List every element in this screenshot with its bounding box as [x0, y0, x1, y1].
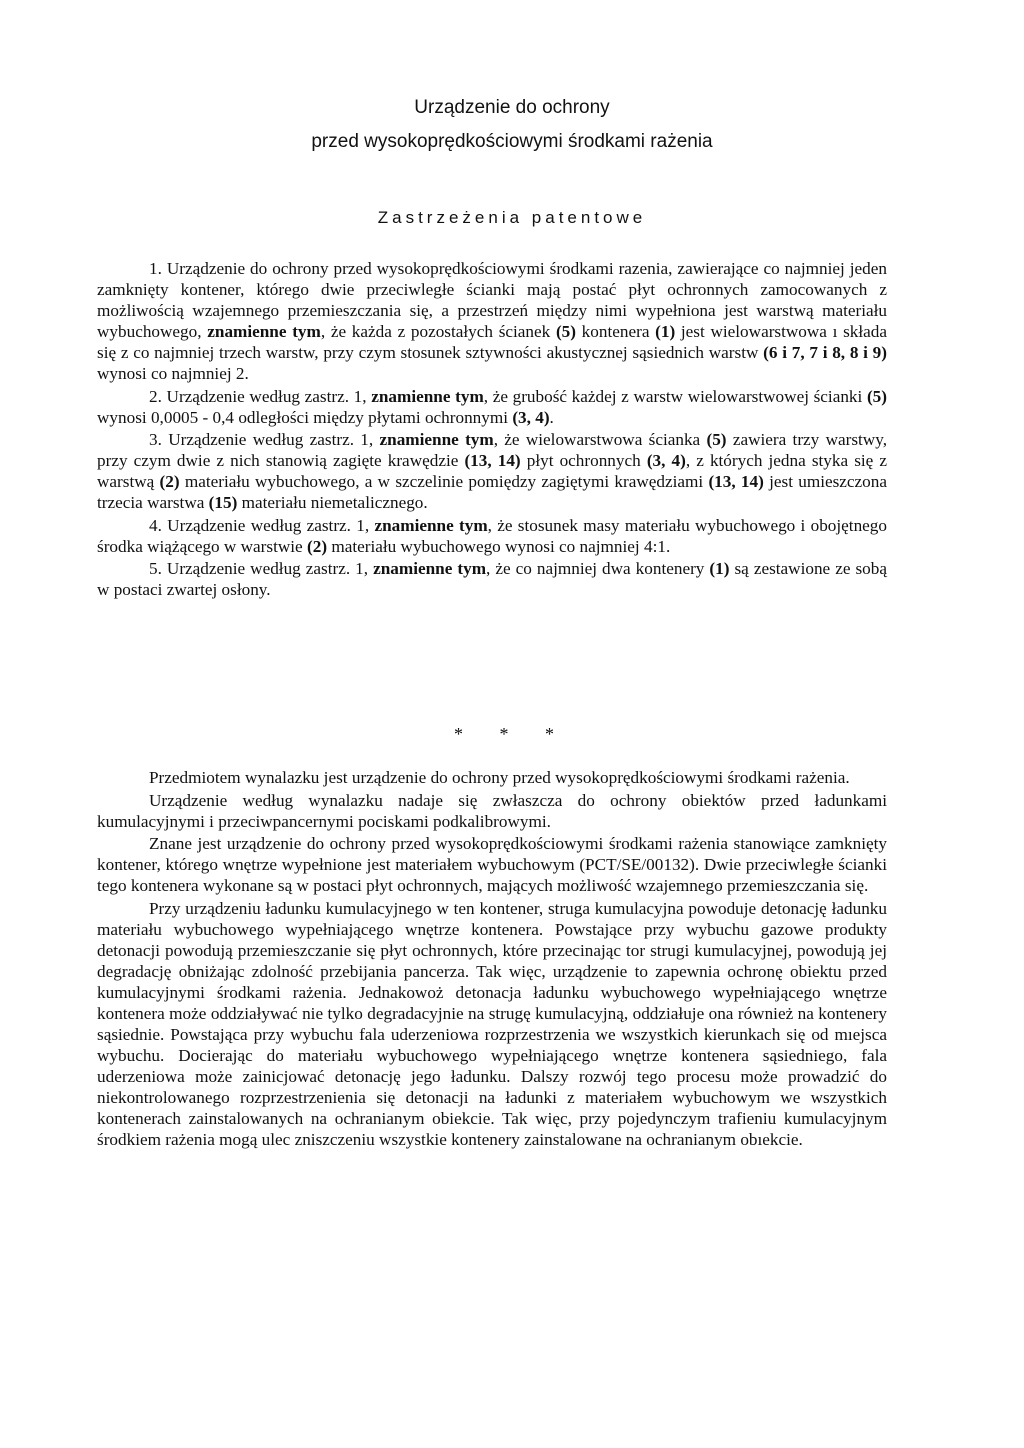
section-separator: * * *	[454, 724, 570, 744]
description-body	[97, 767, 887, 1150]
description-paragraph: Przedmiotem wynalazku jest urządzenie do ochrony przed wysokoprędkościowymi środkami rażenia.	[149, 768, 850, 787]
description-paragraph: Znane jest urządzenie do ochrony przed wysokoprędkościowymi środkami rażenia stanowiące zamknięty kontener, którego wnętrze wypełnione jest materiałem wybuchowym (PCT/SE/00132). Dwie przeciwległe ścianki tego kontenera wykonane są w postaci płyt ochronnych, mających możliwość wzajemnego przemieszczania się.	[97, 834, 887, 895]
document-subtitle: przed wysokoprędkościowymi środkami rażenia	[311, 131, 713, 152]
claims-heading: Zastrzeżenia patentowe	[377, 208, 647, 227]
claim-3: 3. Urządzenie według zastrz. 1, znamienne tym, że wielowarstwowa ścianka (5) zawiera trzy warstwy, przy czym dwie z nich stanowią zagięte krawędzie (13, 14) płyt ochronnych (3, 4), z których jedna styka się z warstwą (2) materiału wybuchowego, a w szczelinie pomiędzy zagiętymi krawędziami (13, 14) jest umieszczona trzecia warstwa (15) materiału niemetalicznego.	[97, 430, 888, 512]
description-paragraph: Przy urządzeniu ładunku kumulacyjnego w ten kontener, struga kumulacyjna powoduje detonację ładunku materiału wybuchowego wypełniającego wnętrze kontenera. Powstające przy wybuchu gazowe produkty detonacji powodują przemieszczanie się płyt ochronnych, które przecinając tor strugi kumulacyjnej, powodują jej degradację obniżając zdolność przebijania pancerza. Tak więc, urządzenie to zapewnia ochronę obiektu przed kumulacyjnymi środkami rażenia. Jednakowoż detonacja ładunku wybuchowego wypełniającego wnętrze kontenera może oddziaływać nie tylko degradacyjnie na strugę kumulacyjną, oddziałuje ona również na kontenery sąsiednie. Powstająca przy wybuchu fala uderzeniowa rozprzestrzenia we wszystkich kierunkach się od mıejsca wybuchu. Docierając do materiału wybuchowego wypełniającego wnętrze kontenera sąsiedniego, fala uderzeniowa może zainicjować detonację jego ładunku. Dalszy rozwój tego procesu może prowadzić do niekontrolowanego rozprzestrzenienia się detonacji na ładunki z materiałem wybuchowym we wszystkich kontenerach zainstalowanych na ochranianym obiekcie. Tak więc, przy pojedynczym trafieniu kumulacyjnym środkiem rażenia mogą ulec zniszczeniu wszystkie kontenery zainstalowane na ochranianym obıekcie.	[97, 898, 887, 1149]
claim-2: 2. Urządzenie według zastrz. 1, znamienne tym, że grubość każdej z warstw wielowarstwowej ścianki (5) wynosi 0,0005 - 0,4 odległości między płytami ochronnymi (3, 4).	[97, 386, 887, 427]
claim-5: 5. Urządzenie według zastrz. 1, znamienne tym, że co najmniej dwa kontenery (1) są zestawione ze sobą w postaci zwartej osłony.	[97, 559, 887, 599]
document-title: Urządzenie do ochrony	[414, 97, 610, 118]
description-paragraph: Urządzenie według wynalazku nadaje się zwłaszcza do ochrony obiektów przed ładunkami kumulacyjnymi i przeciwpancernymi pociskami podkalibrowymi.	[97, 790, 887, 831]
claim-1: 1. Urządzenie do ochrony przed wysokoprędkościowymi środkami razenia, zawierające co najmniej jeden zamknięty kontener, którego dwie przeciwległe ścianki mają postać płyt ochronnych zamocowanych z możliwością wzajemnego przemieszczania się, a przestrzeń między nimi wypełniona jest warstwą materiału wybuchowego, znamienne tym, że każda z pozostałych ścianek (5) kontenera (1) jest wielowarstwowa ı składa się z co najmniej trzech warstw, przy czym stosunek sztywności akustycznej sąsiednich warstw (6 i 7, 7 i 8, 8 i 9) wynosi co najmniej 2.	[97, 259, 888, 383]
claim-4: 4. Urządzenie według zastrz. 1, znamienne tym, że stosunek masy materiału wybuchowego i obojętnego środka wiążącego w warstwie (2) materiału wybuchowego wynosi co najmniej 4:1.	[97, 515, 887, 556]
claims-list	[97, 258, 887, 600]
